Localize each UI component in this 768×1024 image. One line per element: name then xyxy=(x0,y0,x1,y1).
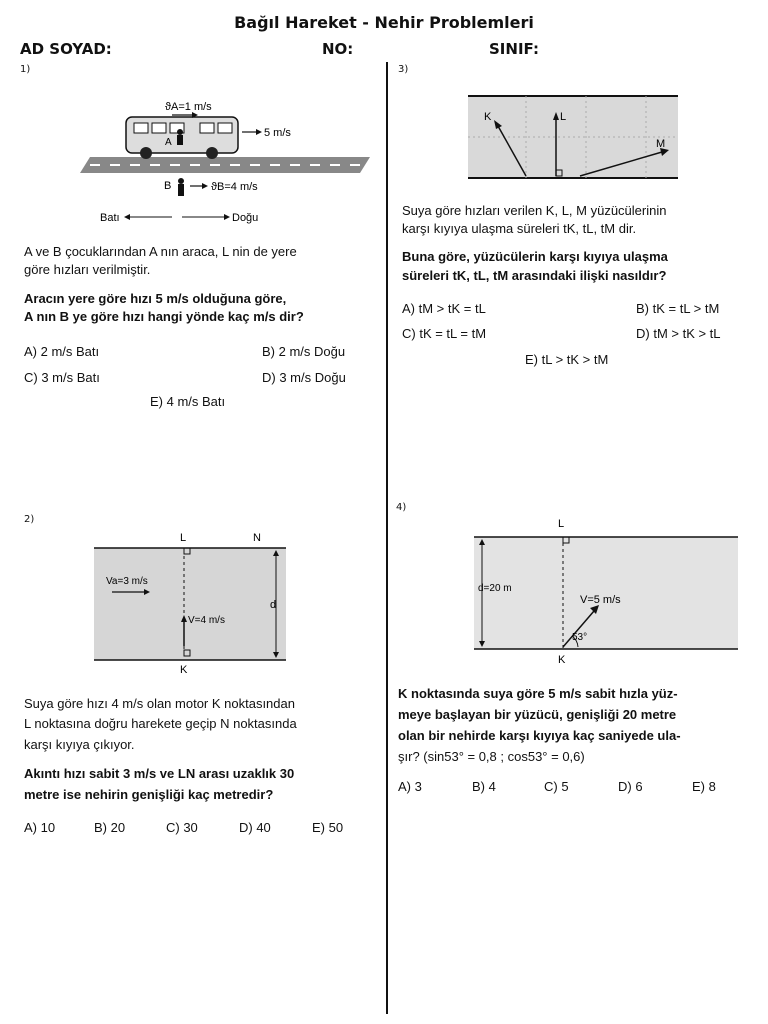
q4-option-b[interactable]: B) 4 xyxy=(472,779,496,794)
q3-number: 3) xyxy=(398,64,409,75)
bus-speed-label: 5 m/s xyxy=(264,127,291,139)
q2-option-c[interactable]: C) 30 xyxy=(166,820,198,835)
q4-figure xyxy=(470,515,742,665)
q1-option-d[interactable]: D) 3 m/s Doğu xyxy=(262,370,346,385)
number-label: NO: xyxy=(322,40,354,58)
q2-option-e[interactable]: E) 50 xyxy=(312,820,344,835)
q2-v-label: V=4 m/s xyxy=(188,615,225,626)
q1-question-2: A nın B ye göre hızı hangi yönde kaç m/s dir? xyxy=(24,309,304,324)
q3-text-2: karşı kıyıya ulaşma süreleri tK, tL, tM dir. xyxy=(402,221,637,236)
q4-d-label: d=20 m xyxy=(478,583,512,594)
q1-figure xyxy=(60,95,380,230)
q3-option-e[interactable]: E) tL > tK > tM xyxy=(525,352,609,367)
q4-river xyxy=(474,537,738,649)
class-label: SINIF: xyxy=(489,40,539,58)
q1-number: 1) xyxy=(20,64,31,75)
q4-text-4: şır? (sin53° = 0,8 ; cos53° = 0,6) xyxy=(398,749,585,764)
q2-river xyxy=(94,548,286,660)
q2-label-k: K xyxy=(180,664,188,675)
q4-question-2: meye başlayan bir yüzücü, genişliği 20 metre xyxy=(398,707,677,722)
q4-angle-label: 53° xyxy=(572,632,588,643)
q2-question-1: Akıntı hızı sabit 3 m/s ve LN arası uzaklık 30 xyxy=(24,766,295,781)
q2-number: 2) xyxy=(24,514,35,525)
q3-option-a[interactable]: A) tM > tK = tL xyxy=(402,301,486,316)
east-label: Doğu xyxy=(232,212,259,224)
q2-question-2: metre ise nehirin genişliği kaç metredir? xyxy=(24,787,274,802)
q4-label-l: L xyxy=(558,518,565,530)
q1-text-1: A ve B çocuklarından A nın araca, L nin de yere xyxy=(24,244,297,259)
column-divider xyxy=(386,62,388,1014)
name-label: AD SOYAD: xyxy=(20,40,112,58)
q2-text-2: L noktasına doğru harekete geçip N noktasında xyxy=(24,716,297,731)
q3-option-b[interactable]: B) tK = tL > tM xyxy=(636,301,720,316)
child-a-icon xyxy=(177,129,183,145)
q2-option-b[interactable]: B) 20 xyxy=(94,820,126,835)
q3-question-1: Buna göre, yüzücülerin karşı kıyıya ulaşma xyxy=(402,249,668,264)
q2-text-3: karşı kıyıya çıkıyor. xyxy=(24,737,135,752)
q1-vb-label: ϑB=4 m/s xyxy=(211,181,258,193)
q2-option-a[interactable]: A) 10 xyxy=(24,820,56,835)
q2-d-label: d xyxy=(270,599,277,611)
q1-label-b: B xyxy=(164,180,172,192)
q4-option-c[interactable]: C) 5 xyxy=(544,779,569,794)
q2-text-1: Suya göre hızı 4 m/s olan motor K noktasından xyxy=(24,696,295,711)
q3-label-l: L xyxy=(560,111,567,123)
q2-va-label: Va=3 m/s xyxy=(106,576,148,587)
q2-label-n: N xyxy=(253,532,261,544)
q4-v-label: V=5 m/s xyxy=(580,594,621,606)
q4-option-d[interactable]: D) 6 xyxy=(618,779,643,794)
q4-label-k: K xyxy=(558,654,566,665)
q1-option-e[interactable]: E) 4 m/s Batı xyxy=(150,394,226,409)
page-title: Bağıl Hareket - Nehir Problemleri xyxy=(234,13,534,32)
q3-question-2: süreleri tK, tL, tM arasındaki ilişki nasıldır? xyxy=(402,268,667,283)
q3-option-c[interactable]: C) tK = tL = tM xyxy=(402,326,487,341)
q1-text-2: göre hızları verilmiştir. xyxy=(24,262,151,277)
q1-option-a[interactable]: A) 2 m/s Batı xyxy=(24,344,100,359)
q1-question-1: Aracın yere göre hızı 5 m/s olduğuna göre, xyxy=(24,291,287,306)
q4-question-1: K noktasında suya göre 5 m/s sabit hızla yüz- xyxy=(398,686,678,701)
west-label: Batı xyxy=(100,212,120,224)
q2-label-l: L xyxy=(180,532,187,544)
q4-number: 4) xyxy=(396,502,407,513)
q1-va-label: ϑA=1 m/s xyxy=(165,101,212,113)
q1-road xyxy=(80,157,370,173)
q3-label-m: M xyxy=(656,138,666,150)
q1-option-b[interactable]: B) 2 m/s Doğu xyxy=(262,344,346,359)
q3-figure xyxy=(466,92,680,182)
q3-option-d[interactable]: D) tM > tK > tL xyxy=(636,326,721,341)
q4-option-a[interactable]: A) 3 xyxy=(398,779,422,794)
q2-figure xyxy=(90,530,290,675)
q3-text-1: Suya göre hızları verilen K, L, M yüzücülerinin xyxy=(402,203,667,218)
child-b-icon xyxy=(178,178,184,196)
q2-option-d[interactable]: D) 40 xyxy=(239,820,271,835)
q1-label-a: A xyxy=(165,137,172,148)
q4-question-3: olan bir nehirde karşı kıyıya kaç saniyede ula- xyxy=(398,728,681,743)
q1-option-c[interactable]: C) 3 m/s Batı xyxy=(24,370,100,385)
q4-option-e[interactable]: E) 8 xyxy=(692,779,716,794)
q3-label-k: K xyxy=(484,111,492,123)
